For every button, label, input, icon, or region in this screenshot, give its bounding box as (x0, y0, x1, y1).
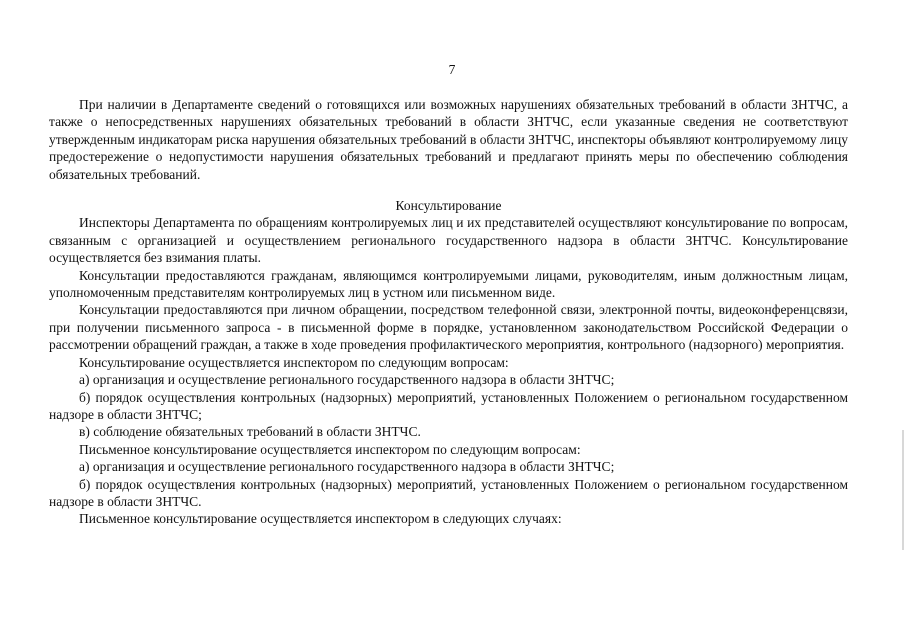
list-item: в) соблюдение обязательных требований в области ЗНТЧС. (79, 424, 421, 440)
section-title: Консультирование (395, 198, 502, 214)
list-item: б) порядок осуществления контрольных (надзорных) мероприятий, установленных Положением о региональном государственном надзоре в области ЗНТЧС; (49, 389, 848, 422)
intro-paragraph: При наличии в Департаменте сведений о готовящихся или возможных нарушениях обязательных требований в области ЗНТЧС, а также о непосредственных нарушениях обязательных требований в области ЗНТЧС, если указанные сведения не соответствуют утвержденным индикаторам риска нарушения обязательных требований в области ЗНТЧС, инспекторы объявляют контролируемому лицу предостережение о недопустимости нарушения обязательных требований и предлагают принять меры по обеспечению соблюдения обязательных требований. (49, 97, 848, 182)
paragraph: Инспекторы Департамента по обращениям контролируемых лиц и их представителей осуществляют консультирование по вопросам, связанным с организацией и осуществлением регионального государственного надзора в области ЗНТЧС. Консультирование осуществляется без взимания платы. (49, 215, 848, 266)
page-number: 7 (448, 62, 456, 77)
paragraph: Письменное консультирование осуществляется инспектором по следующим вопросам: (79, 441, 581, 457)
paragraph: Консультирование осуществляется инспектором по следующим вопросам: (79, 354, 509, 370)
paragraph: Консультации предоставляются при личном обращении, посредством телефонной связи, электронной почты, видеоконференцсвязи, при получении письменного запроса - в письменной форме в порядке, установленном законодательством Российской Федерации о рассмотрении обращений граждан, а также в ходе проведения профилактического мероприятия, контрольного (надзорного) мероприятия. (49, 302, 848, 353)
paragraph: Письменное консультирование осуществляется инспектором в следующих случаях: (79, 511, 562, 527)
paragraph: Консультации предоставляются гражданам, являющимся контролируемыми лицами, руководителям, иным должностным лицам, уполномоченным представителям контролируемых лиц в устном или письменном виде. (49, 267, 848, 301)
list-item: а) организация и осуществление регионального государственного надзора в области ЗНТЧС; (79, 459, 615, 475)
list-item: а) организация и осуществление регионального государственного надзора в области ЗНТЧС; (79, 372, 615, 388)
list-item: б) порядок осуществления контрольных (надзорных) мероприятий, установленных Положением о региональном государственном надзоре в области ЗНТЧС. (49, 476, 848, 509)
document-body (49, 96, 848, 528)
